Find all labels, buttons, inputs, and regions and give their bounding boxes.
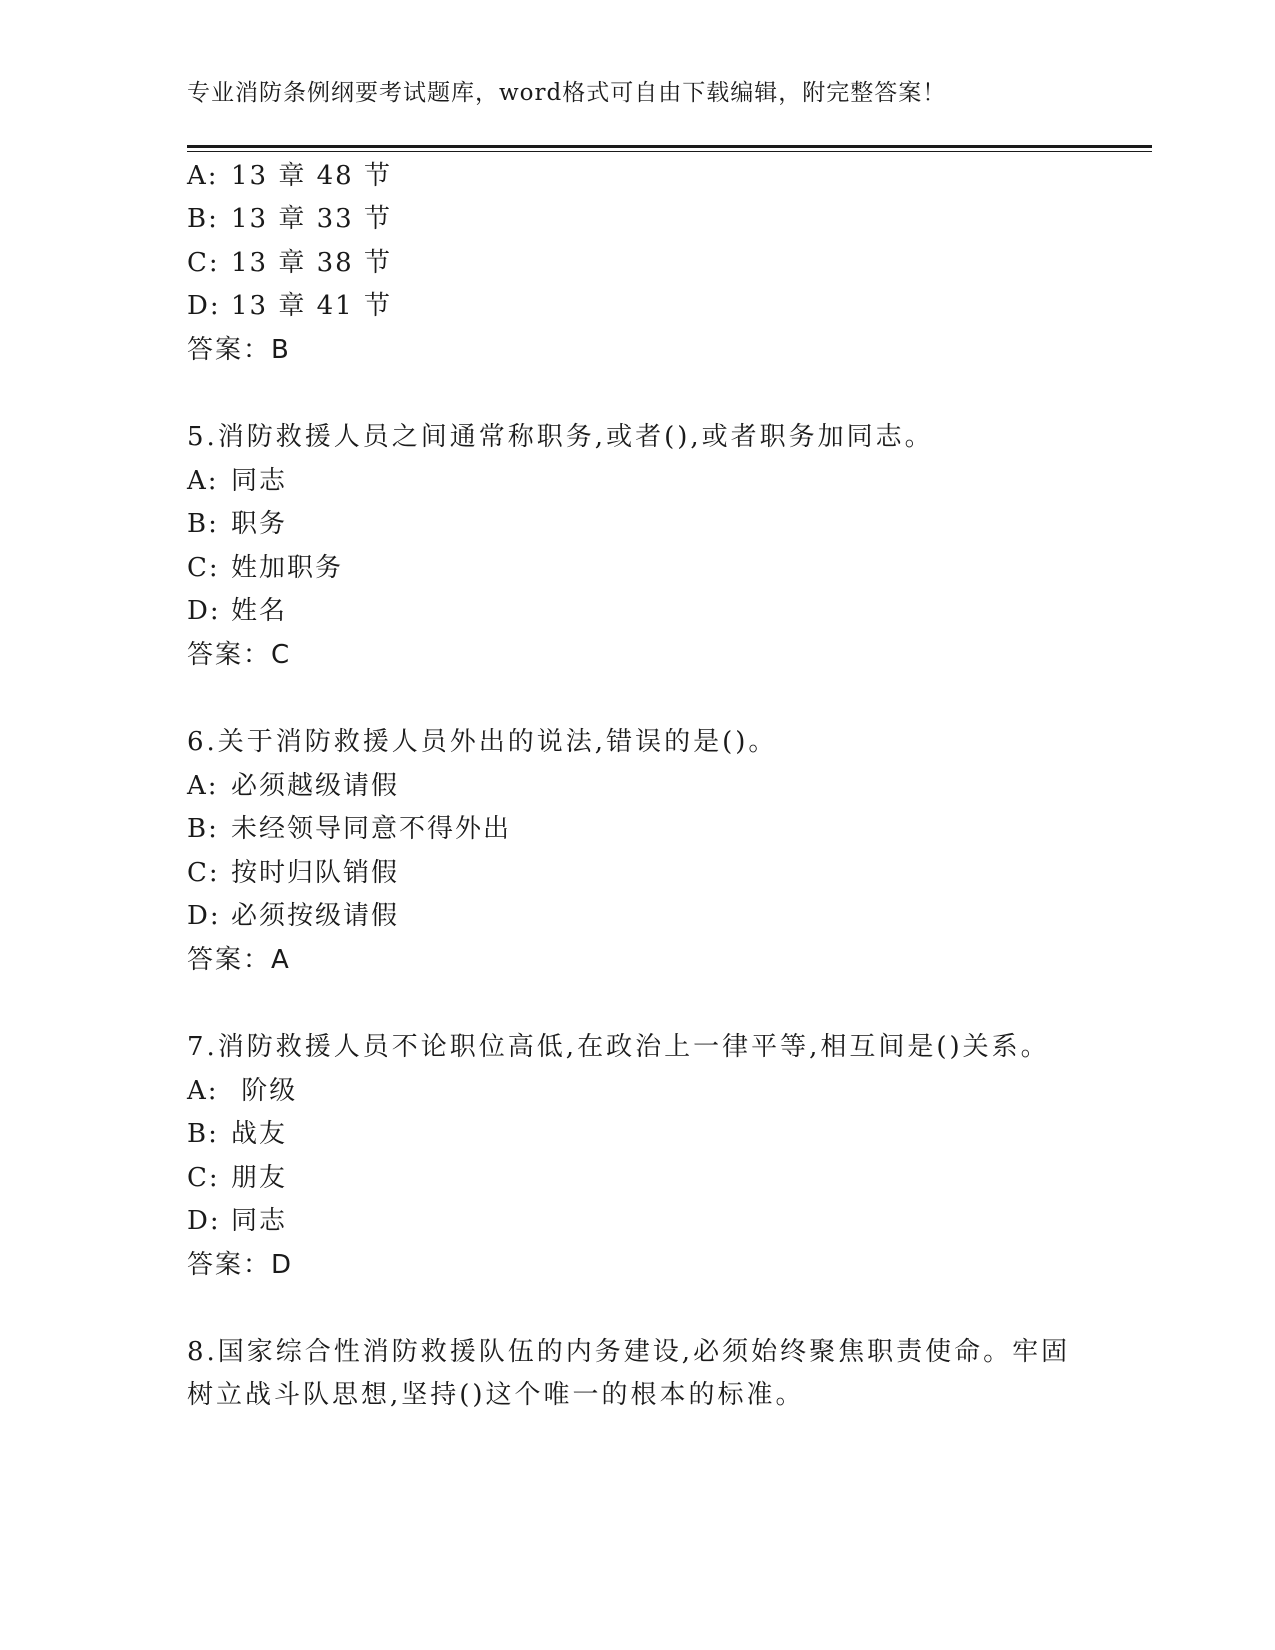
option-text: 阶级 (231, 1076, 298, 1106)
q6-option-b (187, 813, 511, 845)
q4-answer: 答案：B (187, 335, 291, 365)
option-letter: B: (187, 1119, 219, 1149)
q4-option-d (187, 290, 392, 322)
q4-option-b (187, 203, 392, 235)
q6-option-d (187, 900, 399, 932)
option-text: 战友 (231, 1119, 288, 1149)
option-letter: C: (187, 553, 220, 583)
q6-stem: 6.关于消防救援人员外出的说法,错误的是()。 (187, 727, 778, 757)
option-letter: A: (187, 1076, 219, 1106)
q4-option-a (187, 160, 392, 192)
option-letter: B: (187, 814, 219, 844)
header-rule-thick (187, 145, 1152, 148)
option-letter: C: (187, 1163, 220, 1193)
option-letter: A: (187, 466, 219, 496)
option-text: 13 章 38 节 (231, 248, 392, 278)
q5-option-b (187, 508, 287, 540)
option-text: 姓名 (231, 596, 288, 626)
option-letter: D: (187, 901, 221, 931)
q7-option-c (187, 1162, 287, 1194)
q7-option-a (187, 1075, 297, 1107)
option-letter: A: (187, 161, 219, 191)
option-text: 必须按级请假 (231, 901, 400, 931)
option-letter: D: (187, 291, 221, 321)
q8-stem-line-2: 树立战斗队思想,坚持()这个唯一的根本的标准。 (187, 1380, 805, 1410)
page-header: 专业消防条例纲要考试题库，word格式可自由下载编辑，附完整答案！ (187, 80, 947, 106)
q4-option-c (187, 247, 392, 279)
option-text: 姓加职务 (231, 553, 344, 583)
q6-option-a (187, 770, 399, 802)
q7-option-d (187, 1205, 287, 1237)
option-letter: B: (187, 509, 219, 539)
option-text: 13 章 33 节 (231, 204, 392, 234)
option-letter: D: (187, 596, 221, 626)
q5-option-c (187, 552, 343, 584)
q5-stem: 5.消防救援人员之间通常称职务,或者(),或者职务加同志。 (187, 422, 934, 452)
option-text: 同志 (231, 1206, 288, 1236)
q7-stem: 7.消防救援人员不论职位高低,在政治上一律平等,相互间是()关系。 (187, 1032, 1050, 1062)
option-text: 朋友 (231, 1163, 288, 1193)
option-letter: A: (187, 771, 219, 801)
q5-option-a (187, 465, 287, 497)
q6-answer: 答案：A (187, 945, 291, 975)
option-text: 按时归队销假 (231, 858, 400, 888)
q5-answer: 答案：C (187, 640, 292, 670)
q7-answer: 答案：D (187, 1250, 294, 1280)
option-text: 未经领导同意不得外出 (231, 814, 512, 844)
option-text: 职务 (231, 509, 288, 539)
q8-stem-line-1: 8.国家综合性消防救援队伍的内务建设,必须始终聚焦职责使命。牢固 (187, 1337, 1071, 1367)
option-text: 必须越级请假 (231, 771, 400, 801)
option-letter: C: (187, 248, 220, 278)
option-letter: C: (187, 858, 220, 888)
option-text: 同志 (231, 466, 288, 496)
q6-option-c (187, 857, 399, 889)
option-letter: B: (187, 204, 219, 234)
option-text: 13 章 41 节 (231, 291, 392, 321)
option-letter: D: (187, 1206, 221, 1236)
option-text: 13 章 48 节 (231, 161, 392, 191)
q7-option-b (187, 1118, 287, 1150)
header-rule-thin (187, 151, 1152, 152)
q5-option-d (187, 595, 287, 627)
